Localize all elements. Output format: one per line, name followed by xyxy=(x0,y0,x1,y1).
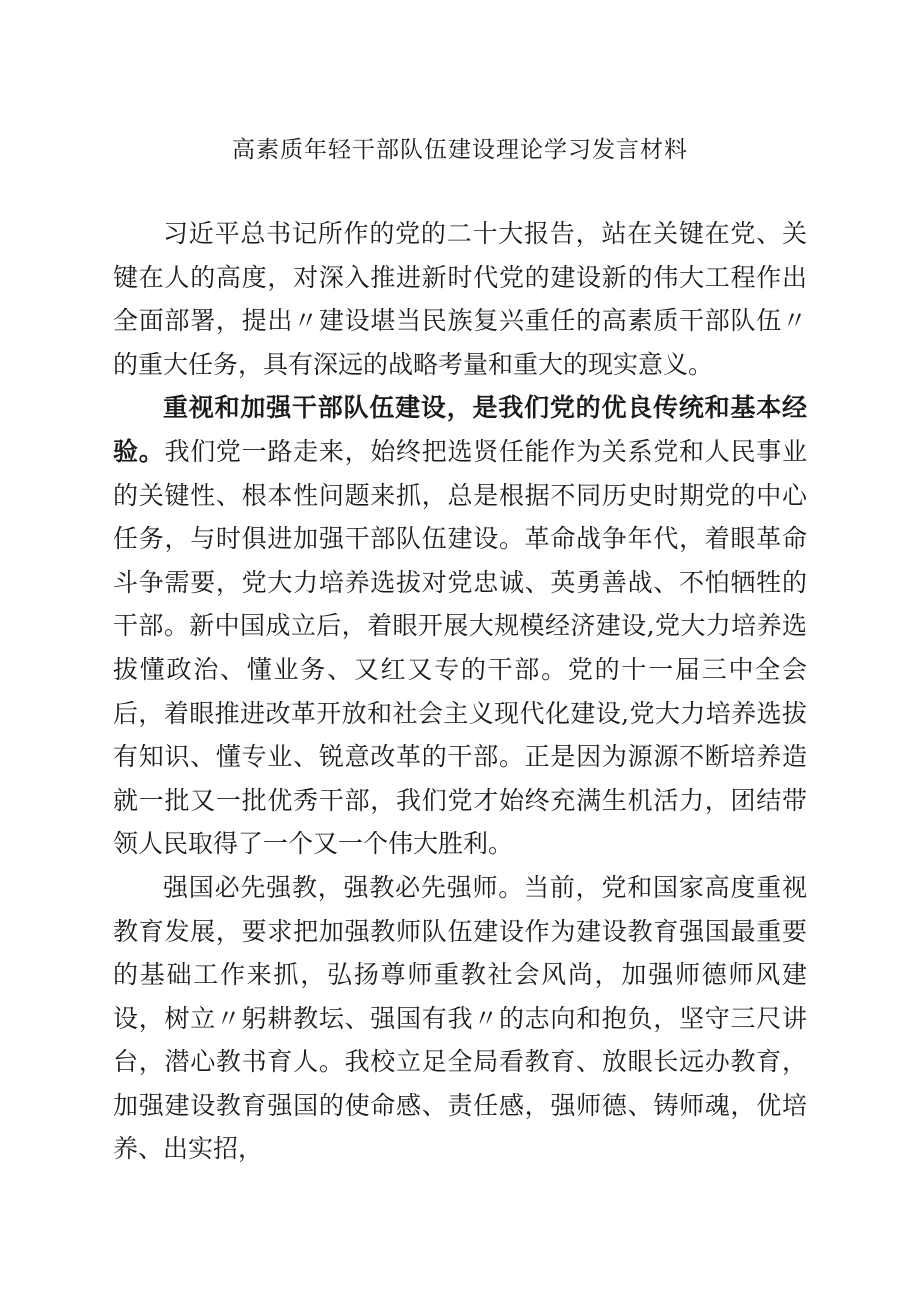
paragraph-2-lead: 重视和加强干部队伍建设，是我们党的优良传统和基本经验。 xyxy=(113,393,807,466)
paragraph-3-text: 强国必先强教，强教必先强师。当前，党和国家高度重视教育发展，要求把加强教师队伍建设作为建设教育强国最重要的基础工作来抓，弘扬尊师重教社会风尚，加强师德师风建设，树立〃躬耕教坛、强国有我〃的志向和抱负，坚守三尺讲台，潜心教书育人。我校立足全局看教育、放眼长远办教育，加强建设教育强国的使命感、责任感，强师德、铸师魂，优培养、出实招， xyxy=(113,872,807,1164)
paragraph-1 xyxy=(113,212,807,386)
document-body xyxy=(113,212,807,1171)
document-title: 高素质年轻干部队伍建设理论学习发言材料 xyxy=(232,137,688,163)
paragraph-1-text: 习近平总书记所作的党的二十大报告，站在关键在党、关键在人的高度，对深入推进新时代党的建设新的伟大工程作出全面部署，提出〃建设堪当民族复兴重任的高素质干部队伍〃的重大任务，具有深远的战略考量和重大的现实意义。 xyxy=(113,219,807,379)
paragraph-2 xyxy=(113,386,807,866)
paragraph-3 xyxy=(113,866,807,1171)
paragraph-2-text: 我们党一路走来，始终把选贤任能作为关系党和人民事业的关键性、根本性问题来抓，总是根据不同历史时期党的中心任务，与时俱进加强干部队伍建设。革命战争年代，着眼革命斗争需要，党大力培养选拔对党忠诚、英勇善战、不怕牺牲的干部。新中国成立后，着眼开展大规模经济建设,党大力培养选拔懂政治、懂业务、又红又专的干部。党的十一届三中全会后，着眼推进改革开放和社会主义现代化建设,党大力培养选拔有知识、懂专业、锐意改革的干部。正是因为源源不断培养造就一批又一批优秀干部，我们党才始终充满生机活力，团结带领人民取得了一个又一个伟大胜利。 xyxy=(113,436,807,859)
